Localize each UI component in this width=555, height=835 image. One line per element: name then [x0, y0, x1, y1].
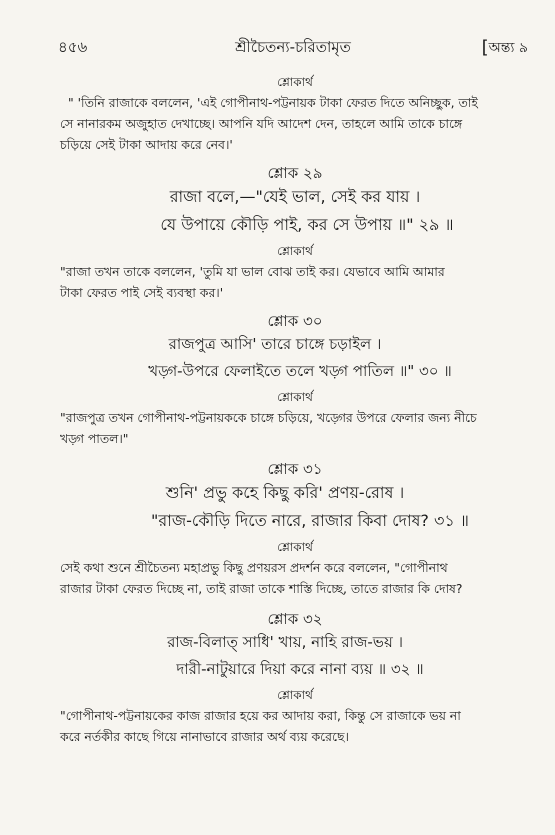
translation-line: করে নর্তকীর কাছে গিয়ে নানাভাবে রাজার অর্থ ব্যয় করেছে। [60, 729, 349, 744]
verse-line: রাজ-বিলাত্ সাধি' খায়, নাহি রাজ-ভয় । [167, 633, 403, 651]
translation-line: সেই কথা শুনে শ্রীচৈতন্য মহাপ্রভু কিছু প্রণয়রস প্রদর্শন করে বললেন, "গোপীনাথ [60, 560, 448, 575]
translation-label: শ্লোকার্থ [277, 390, 313, 404]
translation-label: শ্লোকার্থ [277, 75, 313, 89]
verse-label: শ্লোক ৩০ [267, 312, 323, 330]
bracket-glyph: [ [481, 37, 489, 58]
translation-line: খড়্গ পাতল।" [60, 431, 129, 446]
translation-line: "গোপীনাথ-পট্টনায়কের কাজ রাজার হয়ে কর আদায় করা, কিন্তু সে রাজাকে ভয় না [60, 708, 461, 723]
page-body [60, 74, 530, 747]
translation-text [60, 407, 530, 449]
verse-line: "রাজ-কৌড়ি দিতে নারে, রাজার কিবা দোষ? ৩১ ॥ [151, 511, 469, 530]
verse-label: শ্লোক ২৯ [267, 164, 323, 182]
translation-text [60, 92, 530, 155]
translation-line: "রাজা তখন তাকে বললেন, 'তুমি যা ভাল বোঝ তাই কর। যেভাবে আমি আমার [60, 264, 445, 279]
verse-line: দারী-নাটুয়ারে দিয়া করে নানা ব্যয় ॥ ৩২ ॥ [176, 660, 424, 678]
verse-line: খড়্গ-উপরে ফেলাইতে তলে খড়্গ পাতিল ॥" ৩০ ॥ [148, 362, 452, 380]
translation-line: " 'তিনি রাজাকে বললেন, 'এই গোপীনাথ-পট্টনায়ক টাকা ফেরত দিতে অনিচ্ছুক, তাই [68, 95, 478, 110]
translation-text [60, 705, 530, 747]
verse-line: রাজপুত্র আসি' তারে চাঙ্গে চড়াইল । [168, 335, 382, 353]
section-verse-32 [60, 609, 530, 747]
translation-line: চড়িয়ে সেই টাকা আদায় করে নেব।' [60, 137, 233, 152]
translation-line: সে নানারকম অজুহাত দেখাচ্ছে। আপনি যদি আদেশ দেন, তাহলে আমি তাকে চাঙ্গে [60, 116, 463, 131]
page-header [58, 36, 528, 60]
translation-text [60, 261, 530, 303]
chapter-mark-text: অন্ত্য ৯ [488, 40, 528, 56]
page-number: ৪৫৬ [58, 38, 88, 56]
verse-line: যে উপায়ে কৌড়ি পাই, কর সে উপায় ॥" ২৯ ॥ [160, 215, 454, 234]
translation-text [60, 557, 530, 599]
section-translation-28 [60, 74, 530, 155]
translation-label: শ্লোকার্থ [277, 540, 313, 554]
chapter-mark [482, 36, 528, 60]
verse-line: শুনি' প্রভু কহে কিছু করি' প্রণয়-রোষ । [165, 483, 405, 502]
translation-label: শ্লোকার্থ [277, 244, 313, 258]
verse-label: শ্লোক ৩২ [267, 610, 323, 628]
section-verse-30 [60, 311, 530, 449]
section-verse-29 [60, 163, 530, 303]
running-title: শ্রীচৈতন্য-চরিতামৃত [235, 38, 351, 56]
verse-line: রাজা বলে,—"যেই ভাল, সেই কর যায় । [169, 187, 421, 206]
translation-line: রাজার টাকা ফেরত দিচ্ছে না, তাই রাজা তাকে শাস্তি দিচ্ছে, তাতে রাজার কি দোষ? [60, 581, 463, 596]
verse-label: শ্লোক ৩১ [267, 460, 323, 478]
translation-line: "রাজপুত্র তখন গোপীনাথ-পট্টনায়ককে চাঙ্গে চড়িয়ে, খড়্গের উপরে ফেলার জন্য নীচে [60, 410, 477, 425]
section-verse-31 [60, 459, 530, 599]
translation-label: শ্লোকার্থ [277, 688, 313, 702]
translation-line: টাকা ফেরত পাই সেই ব্যবস্থা কর।' [60, 285, 224, 300]
